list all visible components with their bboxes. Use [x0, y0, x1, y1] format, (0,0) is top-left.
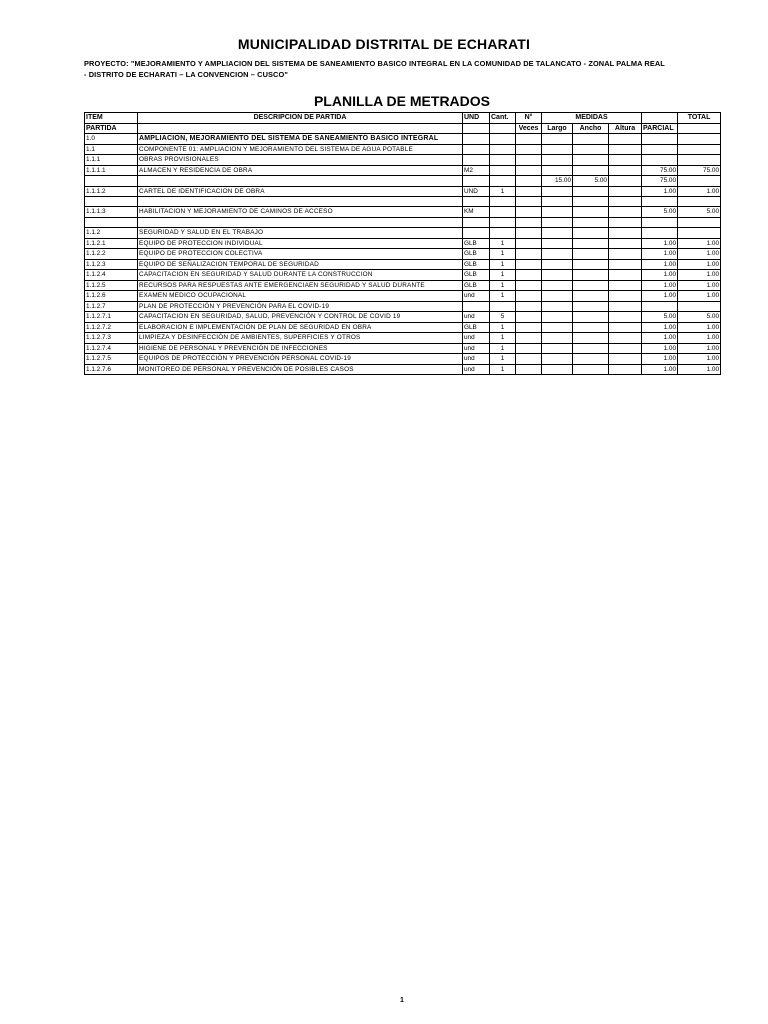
veces-cell	[516, 155, 542, 166]
largo-cell	[542, 144, 573, 155]
item-cell: 1.1.2.7.6	[85, 364, 138, 375]
quantity-cell	[490, 144, 516, 155]
item-cell: 1.1.2.7.3	[85, 333, 138, 344]
quantity-cell	[490, 155, 516, 166]
veces-cell	[516, 217, 542, 227]
description-cell: EQUIPO DE SEÑALIZACION TEMPORAL DE SEGURIDAD	[138, 259, 463, 270]
largo-cell	[542, 333, 573, 344]
altura-cell	[609, 207, 642, 218]
table-row	[85, 217, 721, 227]
total-cell	[678, 155, 721, 166]
parcial-cell: 1.00	[642, 343, 678, 354]
ancho-cell	[573, 134, 609, 145]
total-cell	[678, 301, 721, 312]
veces-cell	[516, 144, 542, 155]
parcial-cell	[642, 134, 678, 145]
unit-cell	[463, 301, 490, 312]
altura-cell	[609, 312, 642, 323]
altura-cell	[609, 155, 642, 166]
col-parcial-blank	[642, 113, 678, 124]
col-item-header: ITEM	[85, 113, 138, 124]
largo-cell	[542, 354, 573, 365]
largo-cell	[542, 228, 573, 239]
ancho-cell: 5.00	[573, 176, 609, 187]
table-row	[85, 291, 721, 302]
quantity-cell	[490, 217, 516, 227]
project-line-2: - DISTRITO DE ECHARATI – LA CONVENCION – CUSCO"	[84, 70, 288, 79]
unit-cell: GLB	[463, 238, 490, 249]
parcial-cell: 1.00	[642, 354, 678, 365]
altura-cell	[609, 259, 642, 270]
veces-cell	[516, 333, 542, 344]
description-cell: SEGURIDAD Y SALUD EN EL TRABAJO	[138, 228, 463, 239]
col-medidas-header: MEDIDAS	[542, 113, 642, 124]
unit-cell: und	[463, 312, 490, 323]
col-altura-header: Altura	[609, 123, 642, 134]
item-cell: 1.1	[85, 144, 138, 155]
unit-cell: UND	[463, 186, 490, 197]
altura-cell	[609, 280, 642, 291]
ancho-cell	[573, 312, 609, 323]
quantity-cell: 1	[490, 186, 516, 197]
quantity-cell: 1	[490, 322, 516, 333]
total-cell: 1.00	[678, 249, 721, 260]
item-cell: 1.1.2	[85, 228, 138, 239]
quantity-cell	[490, 207, 516, 218]
unit-cell: GLB	[463, 249, 490, 260]
unit-cell: und	[463, 343, 490, 354]
description-cell	[138, 217, 463, 227]
total-cell	[678, 197, 721, 207]
unit-cell: KM	[463, 207, 490, 218]
document-title: MUNICIPALIDAD DISTRITAL DE ECHARATI	[237, 36, 531, 52]
table-row	[85, 322, 721, 333]
table-row	[85, 270, 721, 281]
quantity-cell: 1	[490, 270, 516, 281]
table-row	[85, 364, 721, 375]
col-und-header: UND	[463, 113, 490, 124]
header-row-1	[85, 113, 721, 124]
quantity-cell: 1	[490, 238, 516, 249]
table-row	[85, 197, 721, 207]
item-cell: 1.1.2.7.1	[85, 312, 138, 323]
veces-cell	[516, 280, 542, 291]
unit-cell: M2	[463, 165, 490, 176]
description-cell: LIMPIEZA Y DESINFECCIÓN DE AMBIENTES, SUPERFICIES Y OTROS	[138, 333, 463, 344]
table-row	[85, 176, 721, 187]
altura-cell	[609, 343, 642, 354]
item-cell: 1.1.2.4	[85, 270, 138, 281]
quantity-cell: 1	[490, 291, 516, 302]
col-cant-blank	[490, 123, 516, 134]
altura-cell	[609, 217, 642, 227]
unit-cell: und	[463, 364, 490, 375]
quantity-cell: 1	[490, 354, 516, 365]
quantity-cell: 1	[490, 343, 516, 354]
item-cell: 1.1.1.1	[85, 165, 138, 176]
total-cell: 1.00	[678, 270, 721, 281]
unit-cell: und	[463, 333, 490, 344]
description-cell: OBRAS PROVISIONALES	[138, 155, 463, 166]
largo-cell	[542, 249, 573, 260]
parcial-cell	[642, 301, 678, 312]
largo-cell	[542, 259, 573, 270]
item-cell: 1.1.2.7.5	[85, 354, 138, 365]
total-cell: 1.00	[678, 322, 721, 333]
quantity-cell	[490, 165, 516, 176]
unit-cell: und	[463, 354, 490, 365]
ancho-cell	[573, 228, 609, 239]
altura-cell	[609, 354, 642, 365]
total-cell	[678, 217, 721, 227]
ancho-cell	[573, 144, 609, 155]
unit-cell	[463, 228, 490, 239]
parcial-cell	[642, 144, 678, 155]
altura-cell	[609, 249, 642, 260]
description-cell: CARTEL DE IDENTIFICACION DE OBRA	[138, 186, 463, 197]
table-row	[85, 228, 721, 239]
table-row	[85, 134, 721, 145]
largo-cell	[542, 155, 573, 166]
veces-cell	[516, 322, 542, 333]
altura-cell	[609, 333, 642, 344]
project-description	[84, 58, 724, 80]
ancho-cell	[573, 364, 609, 375]
veces-cell	[516, 134, 542, 145]
parcial-cell: 1.00	[642, 333, 678, 344]
parcial-cell: 1.00	[642, 249, 678, 260]
table-row	[85, 186, 721, 197]
unit-cell: GLB	[463, 259, 490, 270]
item-cell: 1.1.2.7.2	[85, 322, 138, 333]
quantity-cell	[490, 197, 516, 207]
item-cell: 1.1.2.6	[85, 291, 138, 302]
project-line-1: PROYECTO: "MEJORAMIENTO Y AMPLIACION DEL SISTEMA DE SANEAMIENTO BASICO INTEGRAL EN LA COMUNIDAD DE TALANCATO - ZONAL PALMA REAL	[84, 59, 665, 68]
col-largo-header: Largo	[542, 123, 573, 134]
description-cell: CAPACITACION EN SEGURIDAD, SALUD, PREVENCIÓN Y CONTROL DE COVID 19	[138, 312, 463, 323]
ancho-cell	[573, 259, 609, 270]
parcial-cell: 1.00	[642, 322, 678, 333]
col-partida-header: PARTIDA	[85, 123, 138, 134]
total-cell: 1.00	[678, 280, 721, 291]
veces-cell	[516, 343, 542, 354]
altura-cell	[609, 238, 642, 249]
unit-cell	[463, 197, 490, 207]
item-cell: 1.1.2.3	[85, 259, 138, 270]
col-und-blank	[463, 123, 490, 134]
description-cell: COMPONENTE 01: AMPLIACION Y MEJORAMIENTO DEL SISTEMA DE AGUA POTABLE	[138, 144, 463, 155]
description-cell	[138, 176, 463, 187]
page-number: 1	[400, 997, 404, 1004]
largo-cell	[542, 270, 573, 281]
unit-cell	[463, 176, 490, 187]
largo-cell	[542, 343, 573, 354]
table-row	[85, 249, 721, 260]
description-cell: EQUIPOS DE PROTECCIÓN Y PREVENCIÓN PERSONAL COVID-19	[138, 354, 463, 365]
unit-cell: GLB	[463, 280, 490, 291]
veces-cell	[516, 364, 542, 375]
veces-cell	[516, 176, 542, 187]
parcial-cell: 1.00	[642, 259, 678, 270]
ancho-cell	[573, 155, 609, 166]
parcial-cell: 5.00	[642, 312, 678, 323]
largo-cell	[542, 207, 573, 218]
ancho-cell	[573, 165, 609, 176]
table-row	[85, 238, 721, 249]
description-cell: EQUIPO DE PROTECCION COLECTIVA	[138, 249, 463, 260]
quantity-cell	[490, 176, 516, 187]
ancho-cell	[573, 301, 609, 312]
total-cell: 75.00	[678, 165, 721, 176]
col-cant-header: Cant.	[490, 113, 516, 124]
altura-cell	[609, 197, 642, 207]
unit-cell: und	[463, 291, 490, 302]
largo-cell	[542, 186, 573, 197]
description-cell: MONITOREO DE PERSONAL Y PREVENCIÓN DE POSIBLES CASOS	[138, 364, 463, 375]
col-total-header: TOTAL	[678, 113, 721, 124]
item-cell: 1.1.2.1	[85, 238, 138, 249]
table-row	[85, 144, 721, 155]
description-cell: ELABORACION E IMPLEMENTACIÓN DE PLAN DE SEGURIDAD EN OBRA	[138, 322, 463, 333]
unit-cell	[463, 155, 490, 166]
largo-cell	[542, 312, 573, 323]
largo-cell	[542, 280, 573, 291]
total-cell: 1.00	[678, 343, 721, 354]
altura-cell	[609, 176, 642, 187]
description-cell: EQUIPO DE PROTECCION INDIVIDUAL	[138, 238, 463, 249]
description-cell: RECURSOS PARA RESPUESTAS ANTE EMERGENCIAEN SEGURIDAD Y SALUD DURANTE	[138, 280, 463, 291]
item-cell: 1.1.2.2	[85, 249, 138, 260]
parcial-cell: 75.00	[642, 176, 678, 187]
quantity-cell	[490, 134, 516, 145]
ancho-cell	[573, 322, 609, 333]
altura-cell	[609, 134, 642, 145]
parcial-cell: 1.00	[642, 238, 678, 249]
veces-cell	[516, 186, 542, 197]
parcial-cell: 1.00	[642, 186, 678, 197]
table-row	[85, 312, 721, 323]
total-cell: 1.00	[678, 364, 721, 375]
veces-cell	[516, 165, 542, 176]
ancho-cell	[573, 217, 609, 227]
ancho-cell	[573, 186, 609, 197]
quantity-cell	[490, 301, 516, 312]
altura-cell	[609, 228, 642, 239]
description-cell: CAPACITACION EN SEGURIDAD Y SALUD DURANTE LA CONSTRUCCION	[138, 270, 463, 281]
total-cell	[678, 144, 721, 155]
description-cell: EXAMEN MEDICO OCUPACIONAL	[138, 291, 463, 302]
total-cell: 1.00	[678, 186, 721, 197]
parcial-cell	[642, 197, 678, 207]
veces-cell	[516, 238, 542, 249]
col-ancho-header: Ancho	[573, 123, 609, 134]
total-cell: 1.00	[678, 238, 721, 249]
item-cell: 1.1.2.5	[85, 280, 138, 291]
altura-cell	[609, 144, 642, 155]
item-cell	[85, 176, 138, 187]
veces-cell	[516, 228, 542, 239]
item-cell: 1.1.2.7.4	[85, 343, 138, 354]
quantity-cell: 1	[490, 259, 516, 270]
total-cell	[678, 134, 721, 145]
unit-cell	[463, 134, 490, 145]
unit-cell	[463, 217, 490, 227]
table-row	[85, 165, 721, 176]
parcial-cell: 1.00	[642, 270, 678, 281]
item-cell: 1.1.1.2	[85, 186, 138, 197]
table-row	[85, 155, 721, 166]
description-cell: HIGIENE DE PERSONAL Y PREVENCIÓN DE INFECCIONES	[138, 343, 463, 354]
unit-cell: GLB	[463, 322, 490, 333]
unit-cell	[463, 144, 490, 155]
parcial-cell: 75.00	[642, 165, 678, 176]
metrados-table	[84, 112, 721, 375]
veces-cell	[516, 259, 542, 270]
item-cell: 1.0	[85, 134, 138, 145]
col-total-blank	[678, 123, 721, 134]
description-cell: AMPLIACION, MEJORAMIENTO DEL SISTEMA DE SANEAMIENTO BASICO INTEGRAL	[138, 134, 463, 145]
veces-cell	[516, 354, 542, 365]
table-row	[85, 301, 721, 312]
header-row-2	[85, 123, 721, 134]
largo-cell: 15.00	[542, 176, 573, 187]
parcial-cell	[642, 217, 678, 227]
total-cell: 1.00	[678, 354, 721, 365]
item-cell: 1.1.2.7	[85, 301, 138, 312]
largo-cell	[542, 238, 573, 249]
quantity-cell: 1	[490, 364, 516, 375]
ancho-cell	[573, 291, 609, 302]
table-row	[85, 280, 721, 291]
veces-cell	[516, 312, 542, 323]
parcial-cell	[642, 228, 678, 239]
ancho-cell	[573, 249, 609, 260]
ancho-cell	[573, 343, 609, 354]
altura-cell	[609, 165, 642, 176]
total-cell: 1.00	[678, 259, 721, 270]
largo-cell	[542, 197, 573, 207]
item-cell: 1.1.1.3	[85, 207, 138, 218]
altura-cell	[609, 291, 642, 302]
sheet-subtitle: PLANILLA DE METRADOS	[313, 93, 491, 109]
veces-cell	[516, 270, 542, 281]
item-cell: 1.1.1	[85, 155, 138, 166]
total-cell: 5.00	[678, 207, 721, 218]
quantity-cell: 1	[490, 249, 516, 260]
largo-cell	[542, 217, 573, 227]
ancho-cell	[573, 354, 609, 365]
veces-cell	[516, 207, 542, 218]
description-cell	[138, 197, 463, 207]
altura-cell	[609, 322, 642, 333]
quantity-cell: 5	[490, 312, 516, 323]
description-cell: ALMACEN Y RESIDENCIA DE OBRA	[138, 165, 463, 176]
quantity-cell	[490, 228, 516, 239]
largo-cell	[542, 165, 573, 176]
col-descripcion-header: DESCRIPCION DE PARTIDA	[138, 113, 463, 124]
ancho-cell	[573, 238, 609, 249]
largo-cell	[542, 322, 573, 333]
item-cell	[85, 217, 138, 227]
quantity-cell: 1	[490, 333, 516, 344]
description-cell: PLAN DE PROTECCIÓN Y PREVENCIÓN PARA EL COVID-19	[138, 301, 463, 312]
largo-cell	[542, 134, 573, 145]
altura-cell	[609, 186, 642, 197]
col-parcial-header: PARCIAL	[642, 123, 678, 134]
altura-cell	[609, 270, 642, 281]
item-cell	[85, 197, 138, 207]
table-row	[85, 354, 721, 365]
table-row	[85, 207, 721, 218]
ancho-cell	[573, 280, 609, 291]
ancho-cell	[573, 197, 609, 207]
col-veces-header: Veces	[516, 123, 542, 134]
table-row	[85, 333, 721, 344]
table-row	[85, 259, 721, 270]
total-cell: 1.00	[678, 333, 721, 344]
description-cell: HABILITACION Y MEJORAMIENTO DE CAMINOS DE ACCESO	[138, 207, 463, 218]
unit-cell: GLB	[463, 270, 490, 281]
total-cell: 5.00	[678, 312, 721, 323]
altura-cell	[609, 364, 642, 375]
veces-cell	[516, 291, 542, 302]
veces-cell	[516, 301, 542, 312]
parcial-cell: 1.00	[642, 364, 678, 375]
quantity-cell: 1	[490, 280, 516, 291]
total-cell	[678, 176, 721, 187]
total-cell: 1.00	[678, 291, 721, 302]
ancho-cell	[573, 207, 609, 218]
col-descripcion-blank	[138, 123, 463, 134]
largo-cell	[542, 301, 573, 312]
parcial-cell: 5.00	[642, 207, 678, 218]
ancho-cell	[573, 270, 609, 281]
total-cell	[678, 228, 721, 239]
ancho-cell	[573, 333, 609, 344]
col-n-header: N°	[516, 113, 542, 124]
largo-cell	[542, 364, 573, 375]
veces-cell	[516, 249, 542, 260]
table-row	[85, 343, 721, 354]
largo-cell	[542, 291, 573, 302]
parcial-cell: 1.00	[642, 291, 678, 302]
parcial-cell	[642, 155, 678, 166]
altura-cell	[609, 301, 642, 312]
veces-cell	[516, 197, 542, 207]
parcial-cell: 1.00	[642, 280, 678, 291]
